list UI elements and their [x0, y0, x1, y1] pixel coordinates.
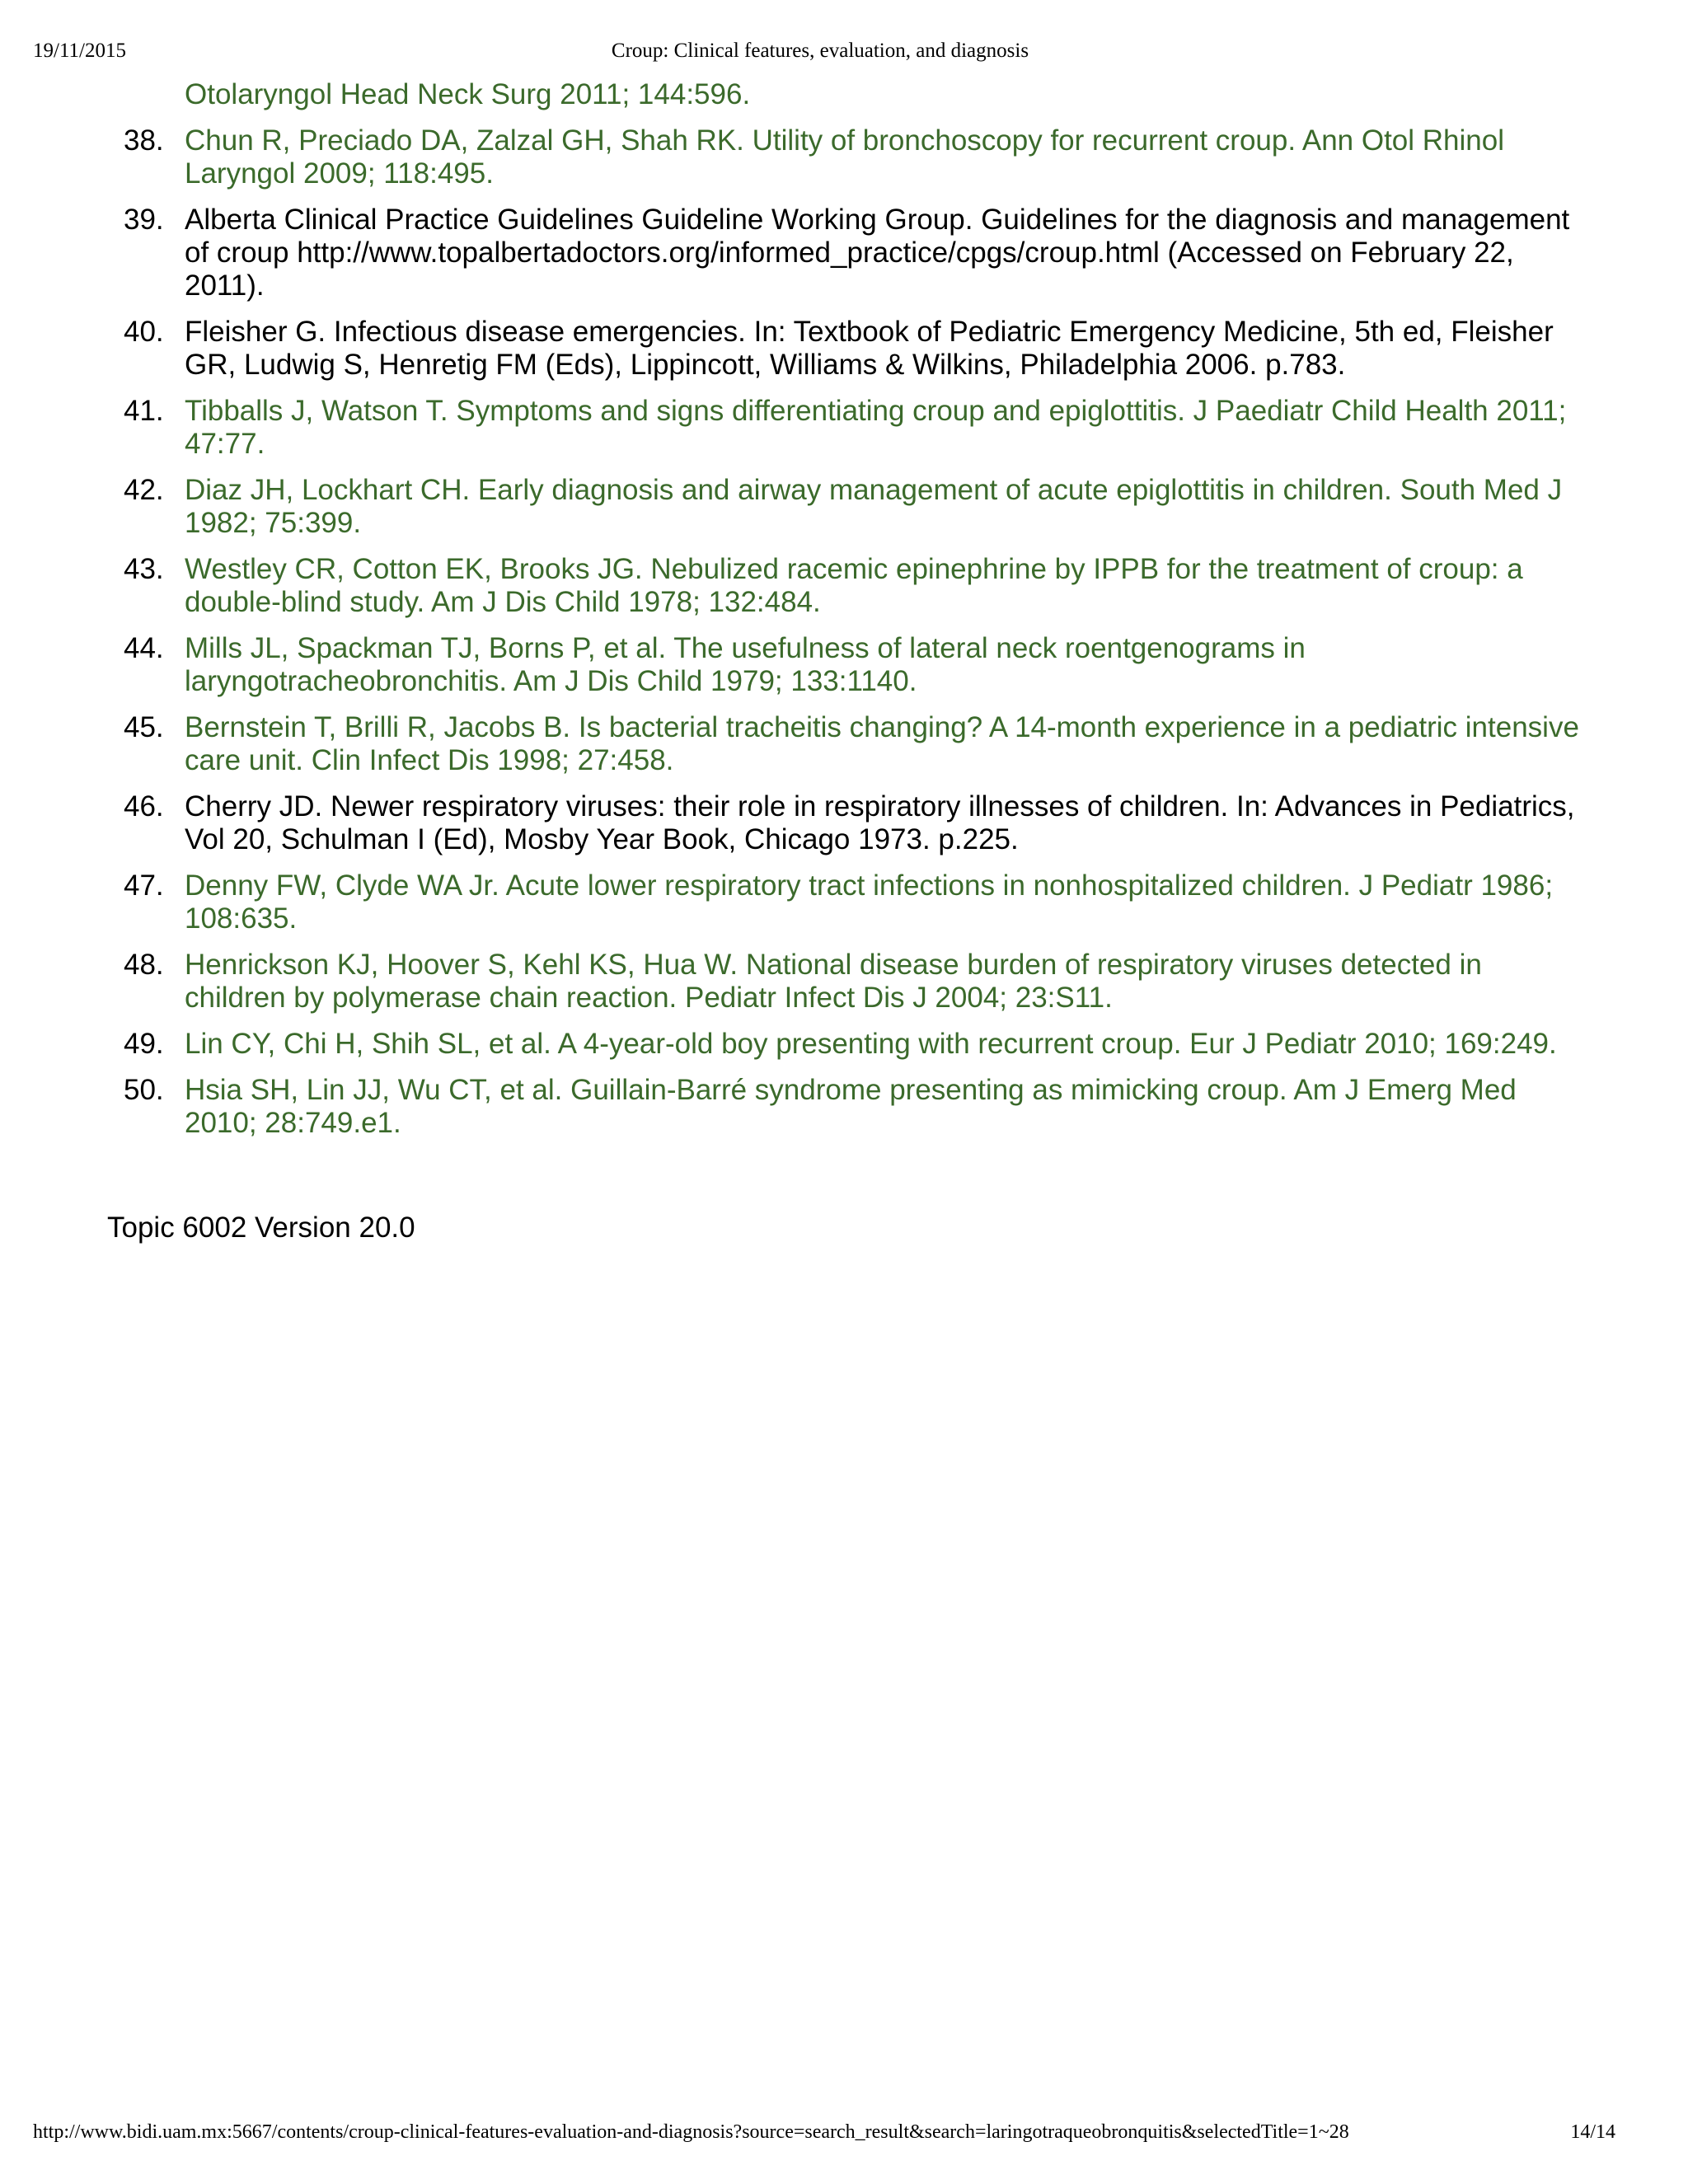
reference-item — [0, 711, 1586, 777]
reference-link[interactable]: Mills JL, Spackman TJ, Borns P, et al. The usefulness of lateral neck roentgenograms in laryngotracheobronchitis. Am J Dis Child 1979; 133:1140. — [185, 632, 1306, 697]
reference-link[interactable]: Denny FW, Clyde WA Jr. Acute lower respiratory tract infections in nonhospitalized children. J Pediatr 1986; 108:635. — [185, 869, 1554, 935]
document-title: Croup: Clinical features, evaluation, and diagnosis — [611, 40, 1029, 62]
reference-item — [0, 316, 1586, 382]
reference-item — [0, 790, 1586, 856]
reference-link[interactable]: Tibballs J, Watson T. Symptoms and signs differentiating croup and epiglottitis. J Paediatr Child Health 2011; 47:77. — [185, 395, 1567, 460]
page-header — [33, 40, 1607, 73]
reference-link[interactable]: Lin CY, Chi H, Shih SL, et al. A 4-year-old boy presenting with recurrent croup. Eur J Pediatr 2010; 169:249. — [185, 1028, 1557, 1060]
reference-number: 42. — [124, 474, 164, 506]
reference-link[interactable]: Henrickson KJ, Hoover S, Kehl KS, Hua W. National disease burden of respiratory viruses detected in children by polymerase chain reaction. Pediatr Infect Dis J 2004; 23:S11. — [185, 949, 1482, 1014]
reference-continuation-link[interactable]: Otolaryngol Head Neck Surg 2011; 144:596. — [185, 78, 751, 110]
reference-list — [0, 124, 1688, 1140]
reference-item — [0, 869, 1586, 935]
reference-number: 44. — [124, 632, 164, 664]
reference-item — [0, 1028, 1586, 1061]
reference-link[interactable]: Bernstein T, Brilli R, Jacobs B. Is bacterial tracheitis changing? A 14-month experience in a pediatric intensive care unit. Clin Infect Dis 1998; 27:458. — [185, 711, 1579, 776]
reference-number: 41. — [124, 395, 164, 427]
topic-version: Topic 6002 Version 20.0 — [107, 1212, 415, 1244]
reference-item — [0, 632, 1586, 698]
reference-text: Cherry JD. Newer respiratory viruses: their role in respiratory illnesses of children. In: Advances in Pediatrics, Vol 20, Schulman I (Ed), Mosby Year Book, Chicago 1973. p.225. — [185, 790, 1575, 855]
reference-number: 39. — [124, 204, 164, 236]
reference-number: 49. — [124, 1028, 164, 1060]
reference-number: 45. — [124, 711, 164, 743]
source-url: http://www.bidi.uam.mx:5667/contents/croup-clinical-features-evaluation-and-diagnosis?source=search_result&search=laringotraqueobronquitis&selectedTitle=1~28 — [33, 2121, 1349, 2143]
reference-link[interactable]: Westley CR, Cotton EK, Brooks JG. Nebulized racemic epinephrine by IPPB for the treatment of croup: a double-blind study. Am J Dis Child 1978; 132:484. — [185, 553, 1523, 618]
reference-item — [0, 474, 1586, 540]
reference-list-section — [0, 78, 1688, 1153]
reference-item — [0, 1074, 1586, 1140]
reference-item — [0, 124, 1586, 190]
reference-number: 38. — [124, 124, 164, 157]
reference-item — [0, 204, 1586, 302]
reference-link[interactable]: Hsia SH, Lin JJ, Wu CT, et al. Guillain-Barré syndrome presenting as mimicking croup. Am J Emerg Med 2010; 28:749.e1. — [185, 1074, 1517, 1139]
reference-item — [0, 395, 1586, 461]
page-number: 14/14 — [1570, 2121, 1615, 2143]
reference-number: 40. — [124, 316, 164, 348]
reference-text: Alberta Clinical Practice Guidelines Guideline Working Group. Guidelines for the diagnosis and management of croup http://www.topalbertadoctors.org/informed_practice/cpgs/croup.html (Accessed on February 22, 2011). — [185, 204, 1570, 302]
reference-number: 43. — [124, 553, 164, 585]
reference-number: 48. — [124, 949, 164, 981]
reference-item — [0, 949, 1586, 1015]
reference-link[interactable]: Chun R, Preciado DA, Zalzal GH, Shah RK. Utility of bronchoscopy for recurrent croup. Ann Otol Rhinol Laryngol 2009; 118:495. — [185, 124, 1504, 190]
reference-text: Fleisher G. Infectious disease emergencies. In: Textbook of Pediatric Emergency Medicine, 5th ed, Fleisher GR, Ludwig S, Henretig FM (Eds), Lippincott, Williams & Wilkins, Philadelphia 2006. p.783. — [185, 316, 1554, 381]
reference-number: 50. — [124, 1074, 164, 1106]
reference-number: 47. — [124, 869, 164, 902]
reference-item — [0, 553, 1586, 619]
print-date: 19/11/2015 — [33, 40, 126, 62]
reference-link[interactable]: Diaz JH, Lockhart CH. Early diagnosis and airway management of acute epiglottitis in children. South Med J 1982; 75:399. — [185, 474, 1563, 539]
reference-number: 46. — [124, 790, 164, 823]
